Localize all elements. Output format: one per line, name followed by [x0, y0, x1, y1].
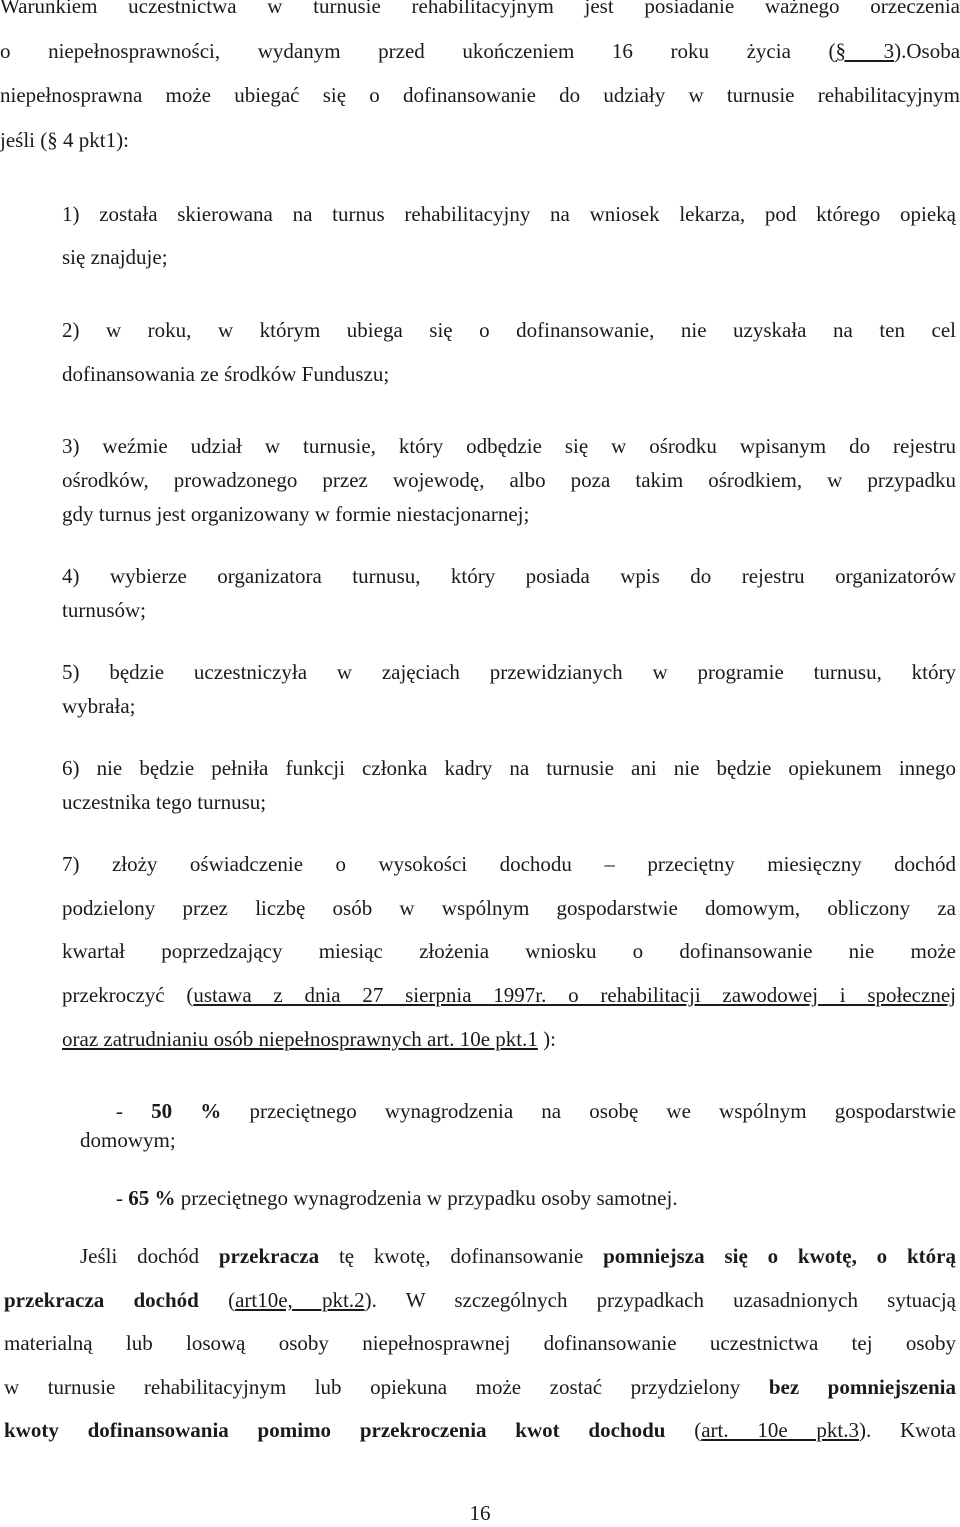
intro-line-2: [0, 37, 960, 65]
condition-2-line-1: 2) w roku, w którym ubiega się o dofinansowanie, nie uzyskała na ten cel: [62, 318, 956, 342]
condition-3-line-1: 3) weźmie udział w turnusie, który odbędzie się w ośrodku wpisanym do rejestru: [62, 434, 956, 458]
condition-5-line-2: wybrała;: [62, 694, 136, 718]
closing-bold: przekracza dochód: [4, 1288, 199, 1312]
section-reference-link[interactable]: § 3: [835, 39, 895, 63]
condition-4-line-1: 4) wybierze organizatora turnusu, który posiada wpis do rejestru organizatorów: [62, 564, 956, 588]
page-number: 16: [469, 1501, 491, 1525]
condition-7-line-3: kwartał poprzedzający miesiąc złożenia wniosku o dofinansowanie nie może: [62, 939, 956, 963]
closing-bold: kwoty dofinansowania pomimo przekroczenia kwot dochodu: [4, 1418, 666, 1442]
condition-7-text: ):: [543, 1027, 556, 1051]
condition-4-line-2: turnusów;: [62, 598, 146, 622]
condition-6-line-1: 6) nie będzie pełniła funkcji członka kadry na turnusie ani nie będzie opiekunem innego: [62, 756, 956, 780]
intro-line-1: Warunkiem uczestnictwa w turnusie rehabilitacyjnym jest posiadanie ważnego orzeczenia: [0, 0, 960, 18]
closing-text: Jeśli dochód: [80, 1244, 219, 1268]
limit-50-line-2: domowym;: [80, 1128, 176, 1152]
closing-text: ). Kwota: [859, 1418, 956, 1442]
statute-link-continued[interactable]: oraz zatrudnianiu osób niepełnosprawnych art. 10e pkt.1: [62, 1027, 538, 1051]
condition-7-text: przekroczyć (: [62, 983, 194, 1007]
limit-65-line: [116, 1184, 956, 1212]
closing-text: w turnusie rehabilitacyjnym lub opiekuna może zostać przydzielony: [4, 1375, 769, 1399]
limit-50-line-1: [116, 1097, 956, 1125]
condition-5-line-1: 5) będzie uczestniczyła w zajęciach przewidzianych w programie turnusu, który: [62, 660, 956, 684]
closing-text: (: [198, 1288, 236, 1312]
closing-bold: bez pomniejszenia: [768, 1375, 957, 1399]
closing-text: (: [665, 1418, 702, 1442]
intro-text: o niepełnosprawności, wydanym przed ukończeniem 16 roku życia (: [0, 39, 836, 63]
condition-6-line-2: uczestnika tego turnusu;: [62, 790, 267, 814]
closing-line-3: materialną lub losową osoby niepełnosprawnej dofinansowanie uczestnictwa tej osoby: [4, 1331, 956, 1355]
limit-percent: 50 %: [151, 1099, 222, 1123]
limit-text: przeciętnego wynagrodzenia w przypadku osoby samotnej.: [180, 1186, 678, 1210]
closing-line-5: [4, 1416, 956, 1444]
condition-1-line-1: 1) została skierowana na turnus rehabilitacyjny na wniosek lekarza, pod którego opieką: [62, 202, 956, 226]
limit-percent: 65 %: [128, 1186, 176, 1210]
condition-7-line-5: [62, 1025, 956, 1053]
article-link[interactable]: art10e, pkt.2: [235, 1288, 365, 1312]
closing-line-4: [4, 1373, 956, 1401]
limit-dash: -: [116, 1099, 123, 1123]
statute-link[interactable]: ustawa z dnia 27 sierpnia 1997r. o rehabilitacji zawodowej i społecznej: [193, 983, 956, 1007]
intro-text: ).Osoba: [894, 39, 960, 63]
limit-text: przeciętnego wynagrodzenia na osobę we wspólnym gospodarstwie: [249, 1099, 957, 1123]
condition-2-line-2: dofinansowania ze środków Funduszu;: [62, 362, 390, 386]
limit-dash: -: [116, 1186, 123, 1210]
condition-3-line-3: gdy turnus jest organizowany w formie niestacjonarnej;: [62, 502, 530, 526]
condition-1-line-2: się znajduje;: [62, 245, 168, 269]
condition-3-line-2: ośrodków, prowadzonego przez wojewodę, albo poza takim ośrodkiem, w przypadku: [62, 468, 956, 492]
closing-text: ). W szczególnych przypadkach uzasadnionych sytuacją: [364, 1288, 956, 1312]
article-link[interactable]: art. 10e pkt.3: [701, 1418, 859, 1442]
closing-line-2: [4, 1286, 956, 1314]
intro-line-3: niepełnosprawna może ubiegać się o dofinansowanie do udziały w turnusie rehabilitacyjnym: [0, 83, 960, 107]
closing-bold: pomniejsza się o kwotę, o którą: [603, 1244, 956, 1268]
closing-line-1: [80, 1242, 956, 1270]
condition-7-line-2: podzielony przez liczbę osób w wspólnym gospodarstwie domowym, obliczony za: [62, 896, 956, 920]
condition-7-line-4: [62, 981, 956, 1009]
intro-line-4: jeśli (§ 4 pkt1):: [0, 128, 129, 152]
closing-bold: przekracza: [218, 1244, 320, 1268]
condition-7-line-1: 7) złoży oświadczenie o wysokości dochodu – przeciętny miesięczny dochód: [62, 852, 956, 876]
closing-text: tę kwotę, dofinansowanie: [319, 1244, 604, 1268]
